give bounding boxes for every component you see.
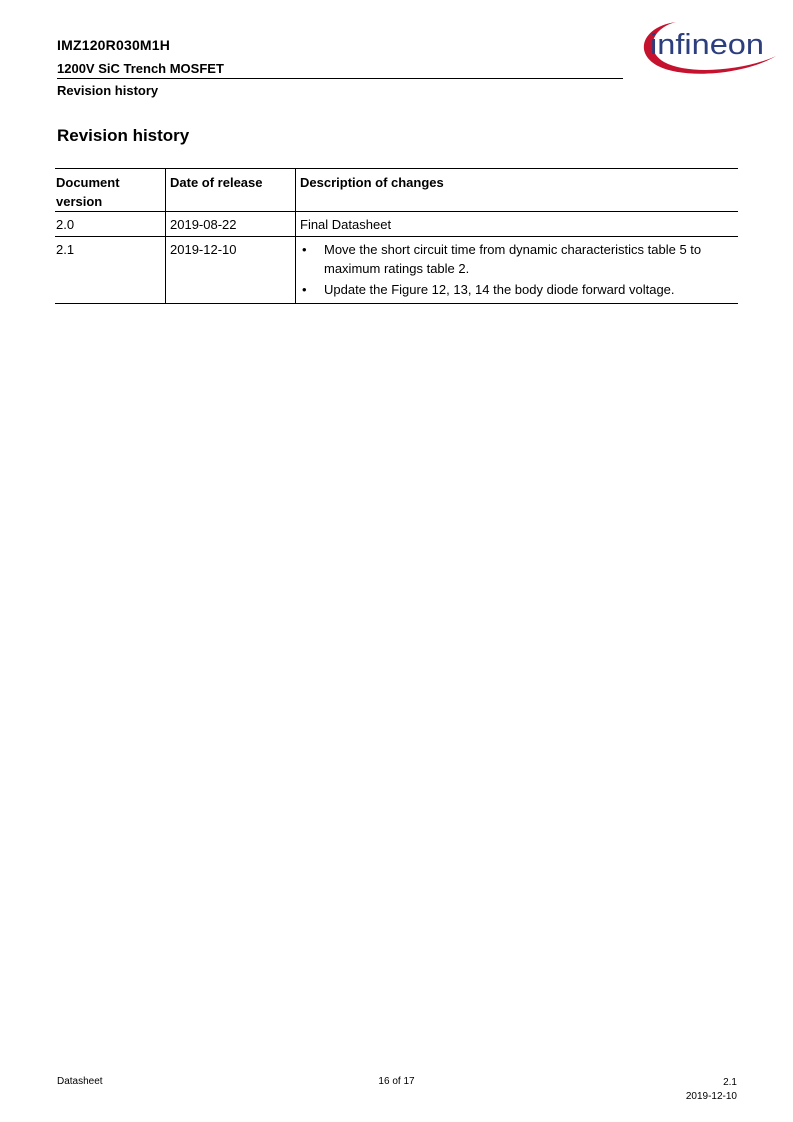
header-divider	[57, 78, 623, 79]
footer-version: 2.1	[723, 1077, 737, 1088]
header-subtitle: 1200V SiC Trench MOSFET	[57, 61, 224, 76]
cell-date: 2019-12-10	[166, 237, 296, 304]
page-title: Revision history	[57, 126, 190, 145]
cell-version: 2.1	[55, 237, 166, 304]
header-section: Revision history	[57, 83, 159, 98]
logo-wordmark: infineon	[650, 29, 764, 61]
bullet-icon: •	[302, 242, 307, 257]
footer-page-number: 16 of 17	[378, 1076, 415, 1087]
change-text: Update the Figure 12, 13, 14 the body diode forward voltage.	[324, 282, 675, 297]
cell-version: 2.0	[55, 212, 166, 237]
bullet-icon: •	[302, 282, 307, 297]
header-part-number: IMZ120R030M1H	[57, 37, 171, 53]
table-row	[55, 237, 738, 304]
column-header-description: Description of changes	[300, 175, 444, 190]
cell-date: 2019-08-22	[166, 212, 296, 237]
changes-list	[300, 240, 734, 299]
footer-document-type: Datasheet	[57, 1076, 103, 1087]
revision-history-table	[55, 168, 738, 304]
change-text: Move the short circuit time from dynamic characteristics table 5 to maximum ratings table 2.	[324, 242, 702, 276]
list-item	[300, 240, 734, 278]
list-item	[300, 280, 734, 299]
cell-description	[296, 237, 739, 304]
column-header-version: Document version	[55, 169, 166, 212]
infineon-logo	[636, 16, 778, 78]
footer-version-info	[686, 1076, 737, 1104]
table-header-row	[55, 169, 738, 212]
cell-description: Final Datasheet	[300, 217, 392, 232]
footer-date: 2019-12-10	[685, 1091, 737, 1102]
column-header-date: Date of release	[166, 169, 296, 212]
table-row	[55, 212, 738, 237]
